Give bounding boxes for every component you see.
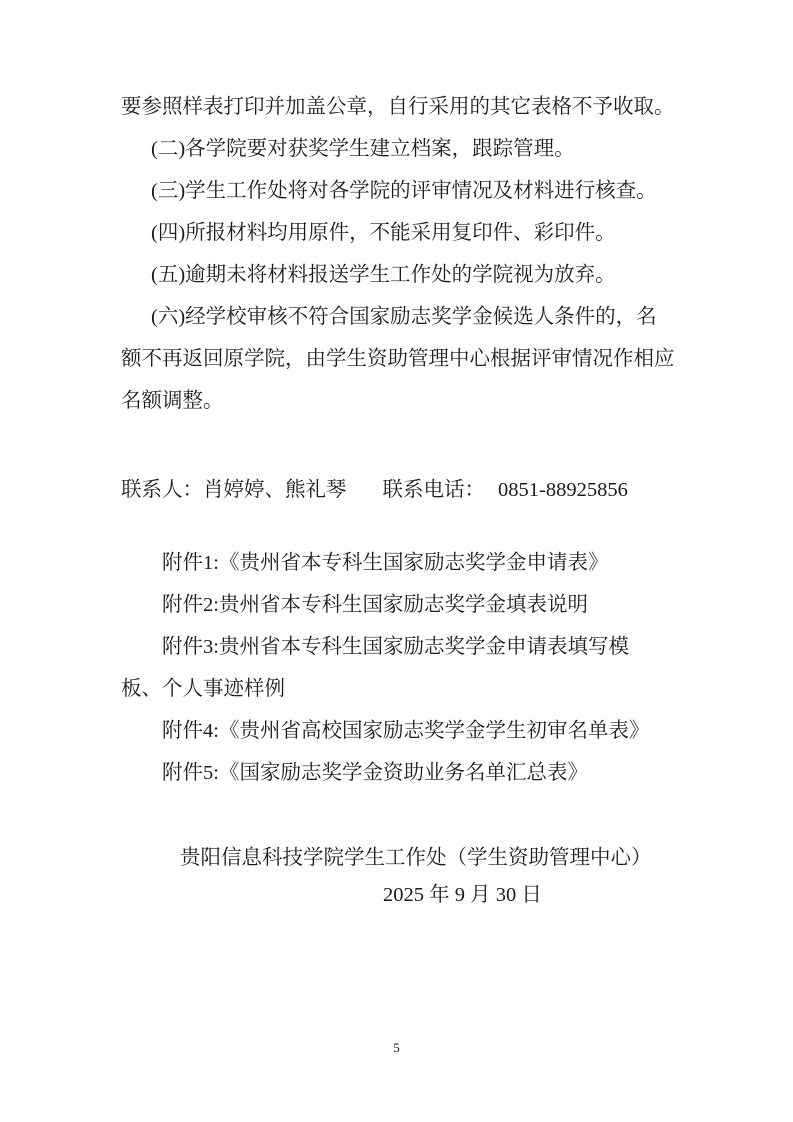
contact-phone-number: 0851-88925856 — [498, 479, 628, 501]
paragraph-item-3: (三)学生工作处将对各学院的评审情况及材料进行核查。 — [151, 180, 657, 202]
paragraph-continuation-line: 要参照样表打印并加盖公章，自行采用的其它表格不予收取。 — [121, 96, 675, 118]
attachment-3-line-1: 附件3:贵州省本专科生国家励志奖学金申请表填写模 — [162, 636, 629, 658]
signature-organization: 贵阳信息科技学院学生工作处（学生资助管理中心） — [180, 847, 652, 869]
paragraph-item-6-line-1: (六)经学校审核不符合国家励志奖学金候选人条件的，名 — [151, 306, 657, 328]
attachment-2: 附件2:贵州省本专科生国家励志奖学金填表说明 — [162, 594, 588, 616]
paragraph-item-4: (四)所报材料均用原件，不能采用复印件、彩印件。 — [151, 222, 616, 244]
paragraph-item-6-line-2: 额不再返回原学院，由学生资助管理中心根据评审情况作相应 — [121, 348, 675, 370]
signature-date: 2025 年 9 月 30 日 — [383, 884, 542, 906]
contact-person-label: 联系人： — [121, 479, 203, 501]
contact-person-names: 肖婷婷、熊礼琴 — [203, 479, 347, 501]
attachments-list — [121, 542, 681, 794]
contact-line — [121, 469, 628, 511]
attachment-5: 附件5:《国家励志奖学金资助业务名单汇总表》 — [162, 762, 588, 784]
body-text-block — [121, 86, 681, 422]
contact-phone-label: 联系电话： — [382, 479, 485, 501]
paragraph-item-5: (五)逾期未将材料报送学生工作处的学院视为放弃。 — [151, 264, 616, 286]
paragraph-item-6-line-3: 名额调整。 — [121, 390, 224, 412]
paragraph-item-2: (二)各学院要对获奖学生建立档案，跟踪管理。 — [151, 138, 575, 160]
attachment-3-line-2: 板、个人事迹样例 — [121, 678, 285, 700]
attachment-1: 附件1:《贵州省本专科生国家励志奖学金申请表》 — [162, 552, 609, 574]
attachment-4: 附件4:《贵州省高校国家励志奖学金学生初审名单表》 — [162, 720, 650, 742]
page-number: 5 — [393, 1040, 400, 1055]
